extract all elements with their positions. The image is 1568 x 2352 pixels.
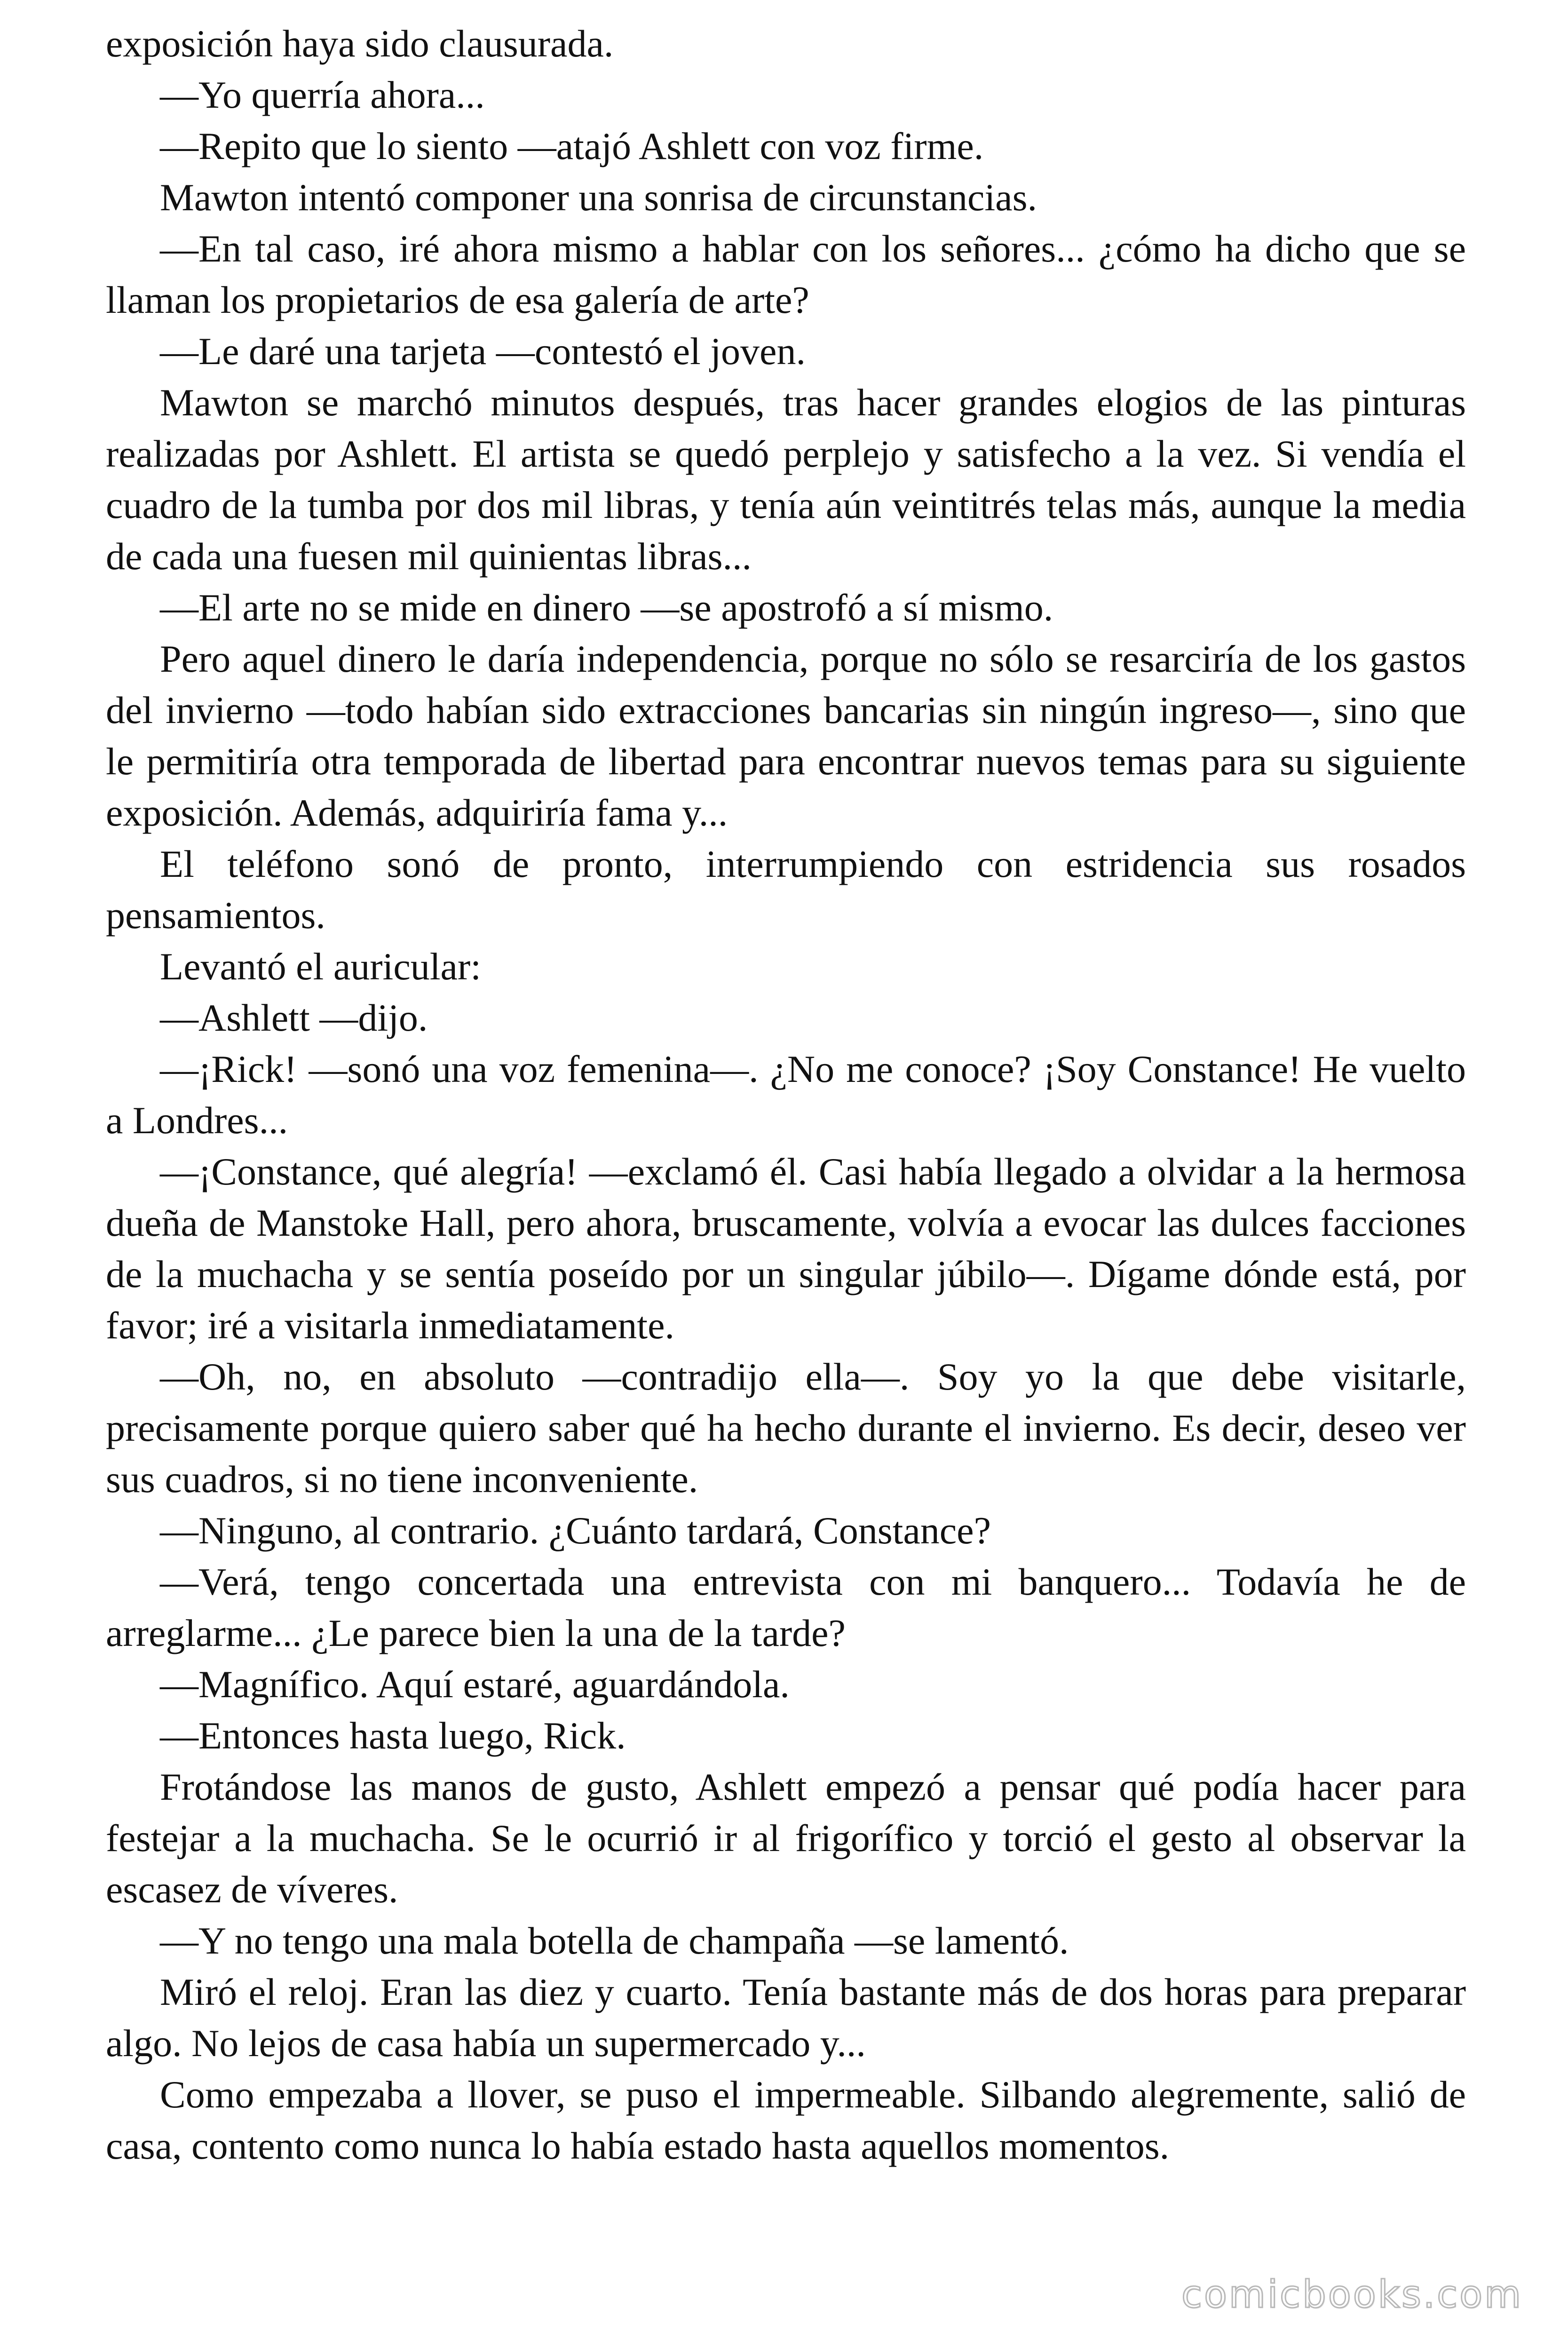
paragraph: —El arte no se mide en dinero —se apostrofó a sí mismo. [160,586,1053,629]
paragraph: —Ashlett —dijo. [160,996,428,1039]
paragraph: —Verá, tengo concertada una entrevista con mi banquero... Todavía he de arreglarme... ¿Le parece bien la una de la tarde? [106,1560,1466,1654]
paragraph: Levantó el auricular: [160,945,481,988]
paragraph: Frotándose las manos de gusto, Ashlett empezó a pensar qué podía hacer para festejar a la muchacha. Se le ocurrió ir al frigorífico y torció el gesto al observar la escasez de víveres. [106,1765,1466,1911]
book-page [106,18,1466,2171]
paragraph: —Ninguno, al contrario. ¿Cuánto tardará, Constance? [160,1509,991,1552]
paragraph: —¡Rick! —sonó una voz femenina—. ¿No me conoce? ¡Soy Constance! He vuelto a Londres... [106,1048,1466,1142]
paragraph: —Repito que lo siento —atajó Ashlett con voz firme. [160,125,984,167]
paragraph: —Y no tengo una mala botella de champaña —se lamentó. [160,1919,1069,1962]
paragraph: Mawton se marchó minutos después, tras hacer grandes elogios de las pinturas realizadas por Ashlett. El artista se quedó perplejo y satisfecho a la vez. Si vendía el cuadro de la tumba por dos mil libras, y tenía aún veintitrés telas más, aunque la media de cada una fuesen mil quinientas libras... [106,381,1466,578]
paragraph: —En tal caso, iré ahora mismo a hablar con los señores... ¿cómo ha dicho que se llaman los propietarios de esa galería de arte? [106,227,1466,321]
paragraph: —Entonces hasta luego, Rick. [160,1714,626,1757]
paragraph: —Le daré una tarjeta —contestó el joven. [160,330,806,373]
paragraph: Pero aquel dinero le daría independencia, porque no sólo se resarciría de los gastos del invierno —todo habían sido extracciones bancarias sin ningún ingreso—, sino que le permitiría otra temporada de libertad para encontrar nuevos temas para su siguiente exposición. Además, adquiriría fama y... [106,637,1466,834]
watermark: comicbooks.com [1181,2273,1523,2316]
paragraph: exposición haya sido clausurada. [106,22,614,65]
paragraph: —Yo querría ahora... [160,73,485,116]
paragraph: El teléfono sonó de pronto, interrumpiendo con estridencia sus rosados pensamientos. [106,842,1466,937]
paragraph: —Oh, no, en absoluto —contradijo ella—. Soy yo la que debe visitarle, precisamente porque quiero saber qué ha hecho durante el invierno. Es decir, deseo ver sus cuadros, si no tiene inconveniente. [106,1355,1466,1501]
paragraph: Mawton intentó componer una sonrisa de circunstancias. [160,176,1037,219]
paragraph: —Magnífico. Aquí estaré, aguardándola. [160,1663,790,1706]
paragraph: —¡Constance, qué alegría! —exclamó él. Casi había llegado a olvidar a la hermosa dueña de Manstoke Hall, pero ahora, bruscamente, volvía a evocar las dulces facciones de la muchacha y se sentía poseído por un singular júbilo—. Dígame dónde está, por favor; iré a visitarla inmediatamente. [106,1150,1466,1347]
paragraph: Miró el reloj. Eran las diez y cuarto. Tenía bastante más de dos horas para preparar algo. No lejos de casa había un supermercado y... [106,1971,1466,2065]
paragraph: Como empezaba a llover, se puso el impermeable. Silbando alegremente, salió de casa, contento como nunca lo había estado hasta aquellos momentos. [106,2073,1466,2167]
